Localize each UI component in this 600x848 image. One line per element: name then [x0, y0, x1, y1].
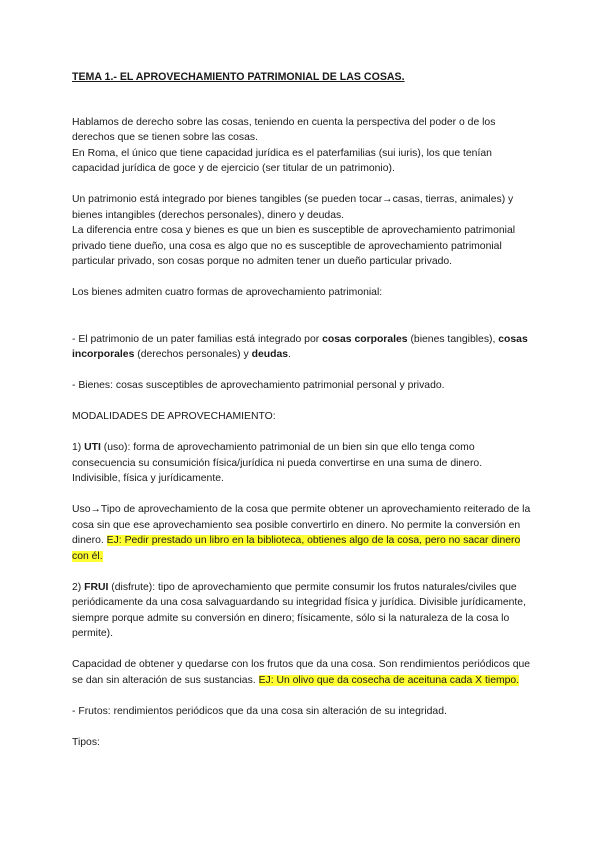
heading-modalidades: MODALIDADES DE APROVECHAMIENTO:: [72, 411, 276, 422]
paragraph-pater-familias: - El patrimonio de un pater familias está integrado por cosas corporales (bienes tangibles), cosas incorporales (derechos personales) y deudas.: [72, 333, 528, 360]
paragraph-capacidad: Capacidad de obtener y quedarse con los frutos que da una cosa. Son rendimientos periódicos que se dan sin alteración de sus sustancias. EJ: Un olivo que da cosecha de aceituna cada X tiempo.: [72, 659, 531, 686]
paragraph-frutos: - Frutos: rendimientos periódicos que da una cosa sin alteración de su integridad.: [72, 705, 447, 717]
paragraph-patrimonio: Un patrimonio está integrado por bienes tangibles (se pueden tocar→casas, tierras, animales) y bienes intangibles (derechos personales), dinero y deudas.: [72, 194, 514, 221]
paragraph-tipos: Tipos:: [72, 736, 100, 748]
paragraph-formas: Los bienes admiten cuatro formas de aprovechamiento patrimonial:: [72, 287, 383, 298]
term-frui: FRUI: [84, 581, 109, 593]
term-cosas-incorporales: cosas incorporales: [72, 333, 528, 360]
paragraph-bienes: - Bienes: cosas susceptibles de aprovechamiento patrimonial personal y privado.: [72, 380, 445, 391]
paragraph-derecho-cosas: Hablamos de derecho sobre las cosas, teniendo en cuenta la perspectiva del poder o de los derechos que se tienen sobre las cosas.: [72, 116, 496, 143]
highlight-example-olivo: EJ: Un olivo que da cosecha de aceituna cada X tiempo.: [258, 674, 520, 686]
paragraph-frui: 2) FRUI (disfrute): tipo de aprovechamiento que permite consumir los frutos naturales/civiles que periódicamente da una cosa salvaguardando su integridad física y jurídica. Divisible jurídicamente, siempre porque admite su conversión en dinero; físicamente, sólo si la naturaleza de la cosa lo permite).: [72, 581, 526, 639]
document-body: [72, 70, 532, 750]
paragraph-uti: 1) UTI (uso): forma de aprovechamiento patrimonial de un bien sin que ello tenga como consecuencia su consumición física/jurídica ni pueda convertirse en una suma de dinero. Indivisible, física y jurídicamente.: [72, 442, 483, 484]
document-title: TEMA 1.- EL APROVECHAMIENTO PATRIMONIAL DE LAS COSAS.: [72, 71, 405, 83]
paragraph-roma: En Roma, el único que tiene capacidad jurídica es el paterfamilias (sui iuris), los que tenían capacidad jurídica de goce y de ejercicio (ser titular de un patrimonio).: [72, 147, 492, 174]
term-deudas: deudas: [251, 349, 289, 360]
term-cosas-corporales: cosas corporales: [322, 333, 408, 345]
term-uti: UTI: [84, 442, 101, 453]
highlight-example-uso: EJ: Pedir prestado un libro en la biblioteca, obtienes algo de la cosa, pero no sacar dinero con él.: [72, 535, 521, 562]
paragraph-uso: Uso→Tipo de aprovechamiento de la cosa que permite obtener un aprovechamiento reiterado de la cosa sin que ese aprovechamiento sea posible convertirlo en dinero. No permite la conversión en dinero. EJ: Pedir prestado un libro en la biblioteca, obtienes algo de la cosa, pero no sacar dinero con él.: [72, 504, 531, 562]
paragraph-diferencia: La diferencia entre cosa y bienes es que un bien es susceptible de aprovechamiento patrimonial privado tiene dueño, una cosa es algo que no es susceptible de aprovechamiento patrimonial particular privado, son cosas porque no admiten tener un dueño particular privado.: [72, 225, 516, 267]
